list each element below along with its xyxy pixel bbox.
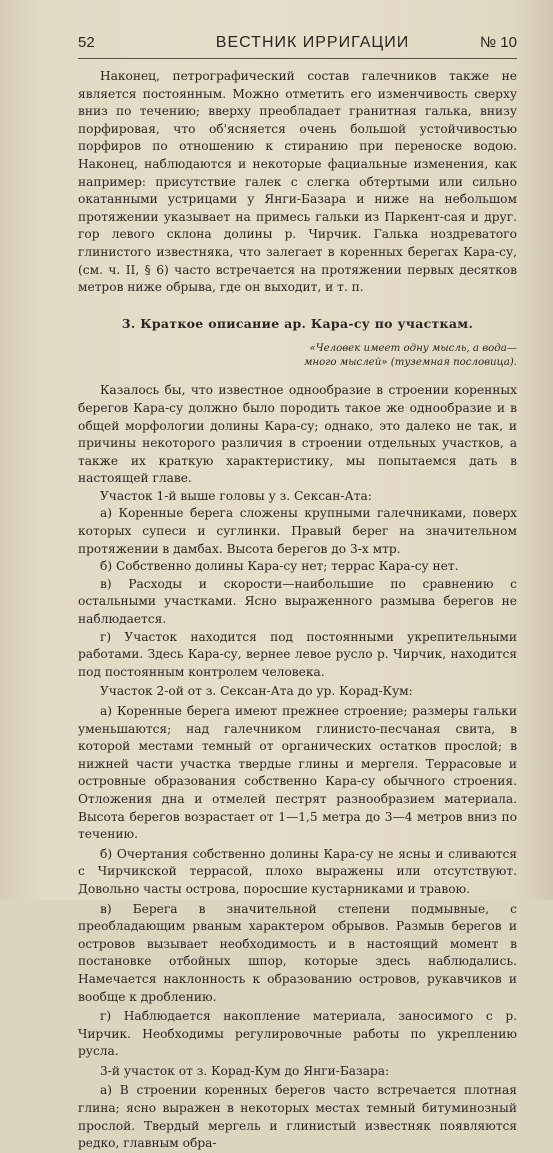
paragraph: б) Очертания собственно долины Кара-су не ясны и сливаются с Чирчикской террасой, плохо выражены или отсутствуют. Довольно часты острова, поросшие кустарниками и травою. — [78, 846, 517, 896]
paragraph: г) Наблюдается накопление материала, заносимого с р. Чирчик. Необходимы регулировочные работы по укреплению русла. — [78, 1009, 517, 1059]
paragraph: г) Участок находится под постоянными укрепительными работами. Здесь Кара-су, вернее левое русло р. Чирчик, находится под постоянным контролем человека. — [78, 629, 517, 679]
paragraph: Казалось бы, что известное однообразие в строении коренных берегов Кара-су должно было породить такое же однообразие и в общей морфологии долины Кара-су; однако, это далеко не так, и причины некоторого различия в строении отдельных участков, а также их краткую характеристику, мы попытаемся дать в настоящей главе. — [78, 383, 517, 486]
page-number: 52 — [78, 34, 95, 51]
running-header — [78, 34, 517, 56]
issue-number: № 10 — [480, 34, 517, 51]
paragraph: в) Берега в значительной степени подмывные, с преобладающим рваным характером обрывов. Размыв берегов и островов вызывает необходимость и в настоящий момент в постановке отбойных шпор, которые здесь наблюдались. Намечается наклонность к образованию островов, рукавчиков и вообще к дроблению. — [78, 901, 517, 1004]
paragraph: 3-й участок от з. Корад-Кум до Янги-Базара: — [100, 1063, 390, 1078]
paragraph: в) Расходы и скорости—наибольшие по сравнению с остальными участками. Ясно выраженного размыва берегов не наблюдается. — [78, 576, 517, 627]
paragraph: а) Коренные берега имеют прежнее строение; размеры гальки уменьшаются; над галечником глинисто-песчаная свита, в которой местами темный от органических остатков прослой; в нижней части участка твердые глины и мергеля. Террасовые и островные образования собственно Кара-су обычного строения. Отложения дна и отмелей пестрят разнообразием материала. Высота берегов возрастает от 1—1,5 метра до 3—4 метров вниз по течению. — [78, 704, 517, 842]
section-heading: 3. Краткое описание ар. Кара-су по участкам. — [121, 315, 474, 331]
epigraph: «Человек имеет одну мысль, а вода— много мыслей» (туземная пословица). — [303, 343, 517, 369]
article-body — [78, 68, 517, 1153]
paragraph: а) В строении коренных берегов часто встречается плотная глина; ясно выражен в некоторых местах темный битуминозный прослой. Твердый мергель и глинистый известняк появляются редко, главным обра- — [78, 1083, 517, 1151]
paragraph: б) Собственно долины Кара-су нет; террас Кара-су нет. — [100, 559, 459, 574]
paragraph: Участок 1-й выше головы у з. Сексан-Ата: — [100, 488, 372, 503]
paragraph: Участок 2-ой от з. Сексан-Ата до ур. Корад-Кум: — [100, 684, 413, 699]
header-rule — [78, 58, 517, 59]
journal-title: ВЕСТНИК ИРРИГАЦИИ — [215, 34, 410, 51]
paragraph: а) Коренные берега сложены крупными галечниками, поверх которых супеси и суглинки. Правый берег на значительном протяжении в дамбах. Высота берегов до 3-х мтр. — [78, 506, 517, 556]
intro-paragraph: Наконец, петрографический состав галечников также не является постоянным. Можно отметить его изменчивость сверху вниз по течению; вверху преобладает гранитная галька, внизу порфировая, что об'ясняется очень большой устойчивостью порфиров по отношению к стиранию при переноске водою. Наконец, наблюдаются и некоторые фациальные изменения, как например: присутствие галек с слегка обтертыми или сильно окатанными устрицами у Янги-Базара и ниже на небольшом протяжении указывает на примесь гальки из Паркент-сая и друг. гор левого склона долины р. Чирчик. Галька ноздреватого глинистого известняка, что залегает в коренных берегах Кара-су, (см. ч. II, § 6) часто встречается на протяжении первых десятков метров ниже обрыва, где он выходит, и т. п. — [78, 69, 517, 295]
